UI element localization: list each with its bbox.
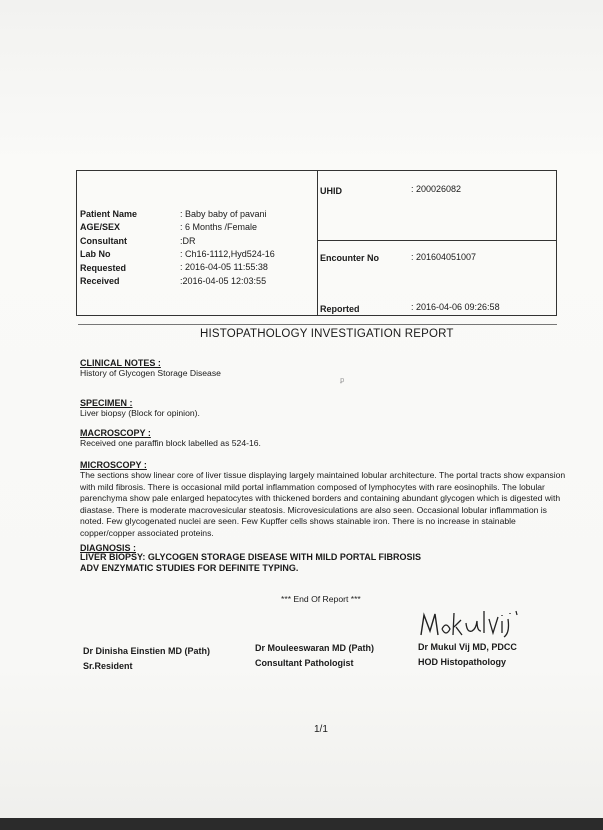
page-number: 1/1 [314,724,328,735]
report-title: HISTOPATHOLOGY INVESTIGATION REPORT [200,328,454,340]
scan-bottom-edge [0,818,603,830]
received-value: :2016-04-05 12:03:55 [180,276,267,286]
specimen-heading: SPECIMEN : [80,398,133,408]
consultant-label: Consultant [80,236,127,246]
signatory-2 [255,641,374,671]
signatory-1 [83,644,210,674]
signatory-1-role: Sr.Resident [83,661,133,671]
header-bottom-rule [78,324,557,325]
diagnosis-heading: DIAGNOSIS : [80,543,137,553]
requested-value: : 2016-04-05 11:55:38 [180,262,268,272]
patient-name-label: Patient Name [80,209,138,219]
header-divider [317,170,318,316]
scan-mark: ꝑ [340,377,345,384]
signatory-2-role: Consultant Pathologist [255,658,354,668]
encounter-value: : 201604051007 [411,252,477,262]
signatory-3-role: HOD Histopathology [418,657,506,667]
age-sex-value: : 6 Months /Female [180,222,258,232]
microscopy-text: The sections show linear core of liver tissue displaying largely maintained lobular architecture. The portal tracts show expansion with mild fibrosis. There is occasional mild portal inflammation composed of lymphocytes with rare eosinophils. The lobular parenchyma show pale enlarged hepatocytes with thickened borders and containing abundant glycogen which is digested with diastase. There is moderate macrovesicular steatosis. Microvesiculations are also seen. Occasional lobular inflammation is noted. Few glycogenated nuclei are seen. Few Kupffer cells shows stainable iron. There is no increase in stainable copper/copper associated proteins. [80,470,566,538]
specimen-text: Liver biopsy (Block for opinion). [80,408,200,418]
signatory-3-name: Dr Mukul Vij MD, PDCC [418,642,517,652]
clinical-notes-text: History of Glycogen Storage Disease [80,368,221,378]
reported-value: : 2016-04-06 09:26:58 [411,302,500,312]
received-label: Received [80,276,120,286]
signatory-1-name: Dr Dinisha Einstien MD (Path) [83,646,211,656]
lab-no-label: Lab No [80,249,111,259]
requested-label: Requested [80,263,127,273]
signatory-3 [418,640,517,670]
clinical-notes-heading: CLINICAL NOTES : [80,358,161,368]
encounter-label: Encounter No [320,253,380,263]
header-hline [317,240,557,241]
microscopy-heading: MICROSCOPY : [80,460,147,470]
uhid-label: UHID [320,186,342,196]
diagnosis-line-2: ADV ENZYMATIC STUDIES FOR DEFINITE TYPING. [80,563,299,573]
end-of-report: *** End Of Report *** [281,594,361,604]
macroscopy-heading: MACROSCOPY : [80,428,151,438]
reported-label: Reported [320,304,360,314]
uhid-value: : 200026082 [411,184,462,194]
patient-name-value: : Baby baby of pavani [180,209,267,219]
diagnosis-line-1: LIVER BIOPSY: GLYCOGEN STORAGE DISEASE WITH MILD PORTAL FIBROSIS [80,552,422,562]
consultant-value: :DR [180,236,196,246]
age-sex-label: AGE/SEX [80,222,121,232]
signatory-2-name: Dr Mouleeswaran MD (Path) [255,643,375,653]
handwritten-signature [418,605,528,643]
macroscopy-text: Received one paraffin block labelled as 524-16. [80,438,261,448]
lab-no-value: : Ch16-1112,Hyd524-16 [180,249,275,259]
